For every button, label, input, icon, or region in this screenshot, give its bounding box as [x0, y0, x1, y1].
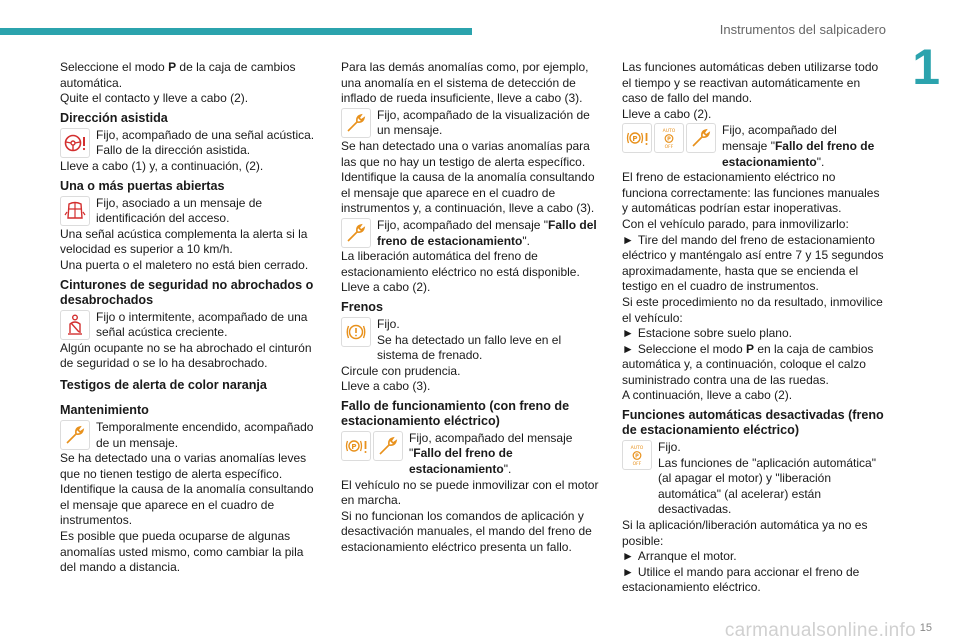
seatbelt-icon: [60, 310, 90, 340]
section-title-brakes: Frenos: [341, 299, 383, 314]
seatbelt-row: Fijo o intermitente, acompañado de una señal acústica creciente.: [60, 310, 322, 341]
wrench-icon: [373, 431, 403, 461]
bullet: ► Tire del mando del freno de estacionamiento eléctrico y manténgalo así entre 7 y 15 segundos aproximadamente, hasta que se encienda el testigo en el cuadro de instrumentos.: [622, 232, 884, 294]
section-title-orange-warnings: Testigos de alerta de color naranja: [60, 377, 267, 392]
parking-brake-fault-icon: [622, 123, 652, 153]
section-title-seatbelts: Cinturones de seguridad no abrochados o desabrochados: [60, 277, 314, 307]
section-title-malfunction: Fallo de funcionamiento (con freno de estacionamiento eléctrico): [341, 398, 570, 428]
chapter-number: 1: [912, 39, 940, 95]
doors-row: Fijo, asociado a un mensaje de identificación del acceso.: [60, 196, 322, 227]
malfunction-row: P Fijo, acompañado del mensaje "Fallo del freno de estacionamiento".: [341, 431, 603, 478]
page-number: 15: [919, 622, 932, 634]
watermark: carmanualsonline.info: [724, 620, 916, 641]
brakes-row: Fijo. Se ha detectado un fallo leve en el sistema de frenado.: [341, 317, 603, 364]
bullet: ► Arranque el motor.: [622, 549, 737, 564]
door-open-icon: [60, 196, 90, 226]
intro-text: Seleccione el modo P de la caja de cambios automática.: [60, 60, 296, 90]
svg-text:AUTO: AUTO: [662, 129, 676, 135]
auto-off-icon: [622, 440, 652, 470]
bullet: ► Estacione sobre suelo plano.: [622, 326, 792, 341]
section-title-doors: Una o más puertas abiertas: [60, 178, 225, 193]
parking-fault-row: Fijo, acompañado del mensaje "Fallo del freno de estacionamiento".: [341, 218, 603, 249]
power-steering-row: Fijo, acompañado de una señal acústica. Fallo de la dirección asistida.: [60, 128, 322, 159]
bullet: ► Utilice el mando para accionar el freno de estacionamiento eléctrico.: [622, 564, 860, 595]
svg-text:AUTO: AUTO: [630, 446, 644, 452]
wrench-icon: [60, 420, 90, 450]
section-title-power-steering: Dirección asistida: [60, 110, 168, 125]
parking-fault-row-2: P AUTO P OFF Fijo, acompañado del mensaje "Fallo del freno de estacionamiento".: [622, 123, 884, 170]
column-middle: Para las demás anomalías como, por ejemplo, una anomalía en el sistema de detección de inflado de rueda insuficiente, lleve a cabo (3). Fijo, acompañado de la visualización de un mensaje. Se han detectado una o varias anomalías para las que no hay un testigo de alerta específico. Identifique la causa de la anomalía consultando el mensaje que aparece en el cuadro de instrumentos y, a continuación, lleve a cabo (3). Fijo, acompañado del mensaje "Fallo del freno de estacionamiento". La liberación automática del freno de estacionamiento eléctrico no está disponible. Lleve a cabo (2). Frenos Fijo. Se ha detectado un fallo leve en el sistema de frenado. Circule con prudencia. Lleve a cabo (3). Fallo de funcionamiento (con freno de estacionamiento eléctrico) P Fijo, acompañado del mensaje "Fallo del freno de estacionamiento". El vehículo no se puede inmovilizar con el motor en marcha. Si no funcionan los comandos de aplicación y desactivación manuales, el mando del freno de estacionamiento eléctrico presenta un fallo.: [341, 60, 603, 556]
auto-functions-row: AUTO P OFF Fijo. Las funciones de "aplicación automática" (al apagar el motor) y "liberación automática" (al acelerar) están desactivadas.: [622, 440, 884, 518]
section-title-maintenance: Mantenimiento: [60, 402, 149, 417]
steering-warning-icon: [60, 128, 90, 158]
svg-text:P: P: [351, 442, 357, 451]
svg-text:P: P: [632, 135, 638, 144]
wrench-icon: [341, 108, 371, 138]
anomaly-row: Fijo, acompañado de la visualización de un mensaje.: [341, 108, 603, 139]
wrench-icon: [341, 218, 371, 248]
wrench-icon: [686, 123, 716, 153]
section-title-auto-functions: Funciones automáticas desactivadas (freno de estacionamiento eléctrico): [622, 408, 884, 438]
auto-off-icon: [654, 123, 684, 153]
brake-circle-icon: [341, 317, 371, 347]
maintenance-row: Temporalmente encendido, acompañado de un mensaje.: [60, 420, 322, 451]
svg-text:P: P: [635, 453, 639, 460]
parking-brake-fault-icon: [341, 431, 371, 461]
bullet: ► Seleccione el modo P en la caja de cambios automática y, a continuación, coloque el calzo suministrado contra una de las ruedas.: [622, 341, 874, 387]
svg-text:OFF: OFF: [664, 145, 674, 151]
header-accent-bar: [0, 28, 472, 35]
column-left: Seleccione el modo P de la caja de cambios automática. Quite el contacto y lleve a cabo (2). Dirección asistida Fijo, acompañado de una señal acústica. Fallo de la dirección asistida. Lleve a cabo (1) y, a continuación, (2). Una o más puertas abiertas Fijo, asociado a un mensaje de identificación del acceso. Una señal acústica complementa la alerta si la velocidad es superior a 10 km/h. Una puerta o el maletero no está bien cerrado. Cinturones de seguridad no abrochados o desabrochados Fijo o intermitente, acompañado de una señal acústica creciente. Algún ocupante no se ha abrochado el cinturón de seguridad o se lo ha desabrochado. Testigos de alerta de color naranja Mantenimiento Temporalmente encendido, acompañado de un mensaje. Se ha detectado una o varias anomalías leves que no tienen testigo de alerta específico. Identifique la causa de la anomalía consultando el mensaje que aparece en el cuadro de instrumentos. Es posible que pueda ocuparse de algunas anomalías usted mismo, como cambiar la pila del mando a distancia.: [60, 60, 322, 576]
svg-text:OFF: OFF: [632, 462, 642, 468]
page-header-title: Instrumentos del salpicadero: [719, 22, 886, 37]
column-right: Las funciones automáticas deben utilizarse todo el tiempo y se reactivan automáticamente en caso de fallo del mando. Lleve a cabo (2). P AUTO P OFF Fijo, acompañado del mensaje "Fallo del freno de estacionamiento". El freno de estacionamiento eléctrico no funciona correctamente: las funciones manuales y automáticas podrían estar inoperativas. Con el vehículo parado, para inmovilizarlo: ► Tire del mando del freno de estacionamiento eléctrico y manténgalo así entre 7 y 15 segundos aproximadamente, hasta que se encienda el testigo en el cuadro de instrumentos. Si este procedimiento no da resultado, inmovilice el vehículo: ► Estacione sobre suelo plano. ► Seleccione el modo P en la caja de cambios automática y, a continuación, coloque el calzo suministrado contra una de las ruedas. A continuación, lleve a cabo (2). Funciones automáticas desactivadas (freno de estacionamiento eléctrico) AUTO P OFF Fijo. Las funciones de "aplicación automática" (al apagar el motor) y "liberación automática" (al acelerar) están desactivadas. Si la aplicación/liberación automática ya no es posible: ► Arranque el motor. ► Utilice el mando para accionar el freno de estacionamiento eléctrico.: [622, 60, 884, 595]
svg-text:P: P: [667, 136, 671, 143]
intro-text-2: Quite el contacto y lleve a cabo (2).: [60, 91, 249, 106]
